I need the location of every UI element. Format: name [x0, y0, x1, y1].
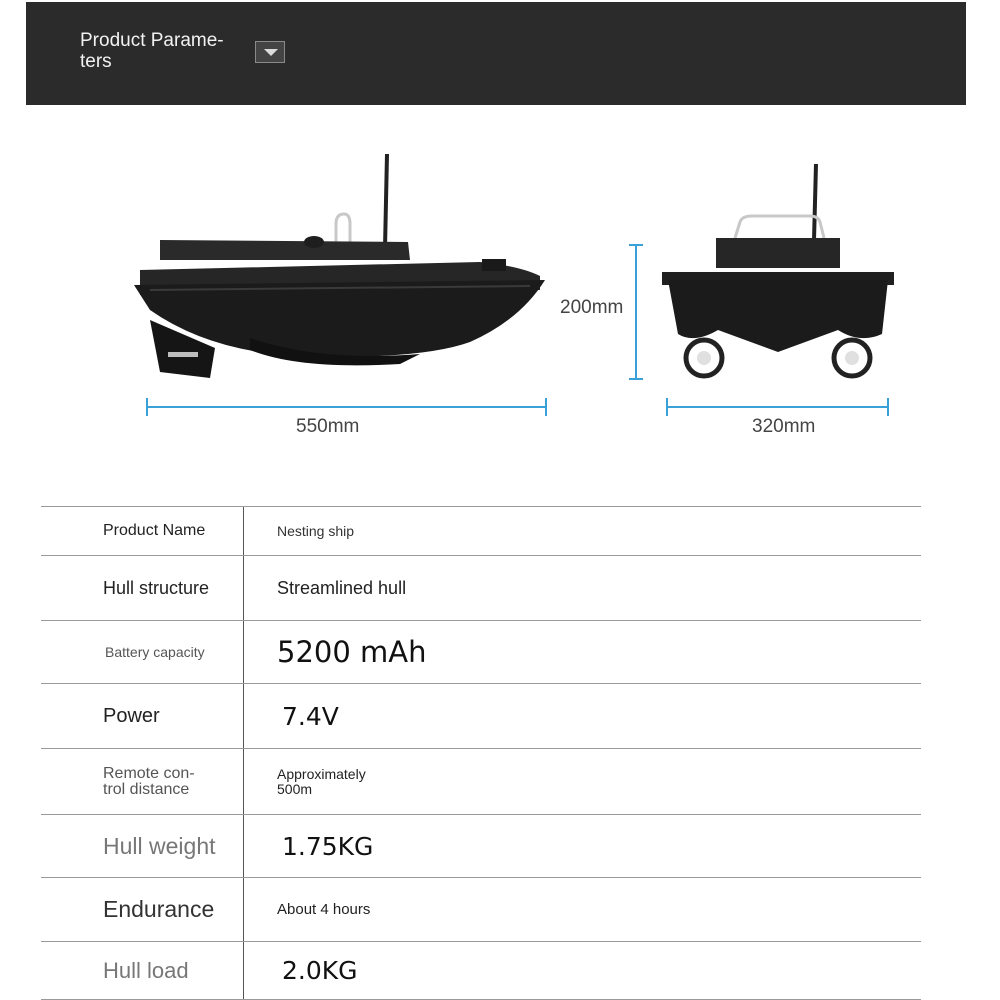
spec-label: Hull structure [41, 556, 244, 620]
table-row [41, 555, 921, 620]
spec-label: Remote con- trol distance [41, 749, 244, 814]
section-header [26, 2, 966, 105]
table-row [41, 814, 921, 877]
spec-label: Hull load [41, 942, 244, 999]
chevron-down-icon [264, 49, 278, 56]
spec-label: Power [41, 684, 244, 748]
spec-value: Streamlined hull [277, 577, 407, 598]
width-label: 320mm [752, 416, 816, 437]
table-row [41, 506, 921, 555]
product-dimension-figure [0, 120, 1000, 460]
expand-dropdown[interactable] [255, 41, 285, 63]
table-row [41, 748, 921, 814]
spec-value: 5200 mAh [277, 635, 427, 669]
length-dimension-line [147, 398, 546, 416]
spec-value: Nesting ship [277, 523, 355, 539]
section-title: Product Parame- ters [80, 30, 224, 72]
spec-value: 7.4V [282, 701, 339, 731]
spec-label: Endurance [41, 878, 244, 941]
spec-label: Hull weight [41, 815, 244, 877]
table-row [41, 683, 921, 748]
height-dimension-line [629, 245, 643, 379]
boat-side-view [134, 154, 545, 378]
spec-table [41, 506, 921, 1000]
spec-label: Battery capacity [41, 621, 244, 683]
length-label: 550mm [296, 416, 360, 437]
boat-front-view [662, 164, 894, 376]
height-label: 200mm [560, 297, 624, 318]
spec-label: Product Name [41, 507, 244, 555]
width-dimension-line [667, 398, 888, 416]
table-row [41, 877, 921, 941]
table-row [41, 620, 921, 683]
table-row [41, 941, 921, 1000]
spec-value: Approximately 500m [277, 765, 366, 797]
spec-value: 1.75KG [282, 831, 374, 861]
boat-illustration [0, 120, 1000, 460]
spec-value: About 4 hours [277, 901, 371, 918]
spec-value: 2.0KG [282, 956, 358, 985]
